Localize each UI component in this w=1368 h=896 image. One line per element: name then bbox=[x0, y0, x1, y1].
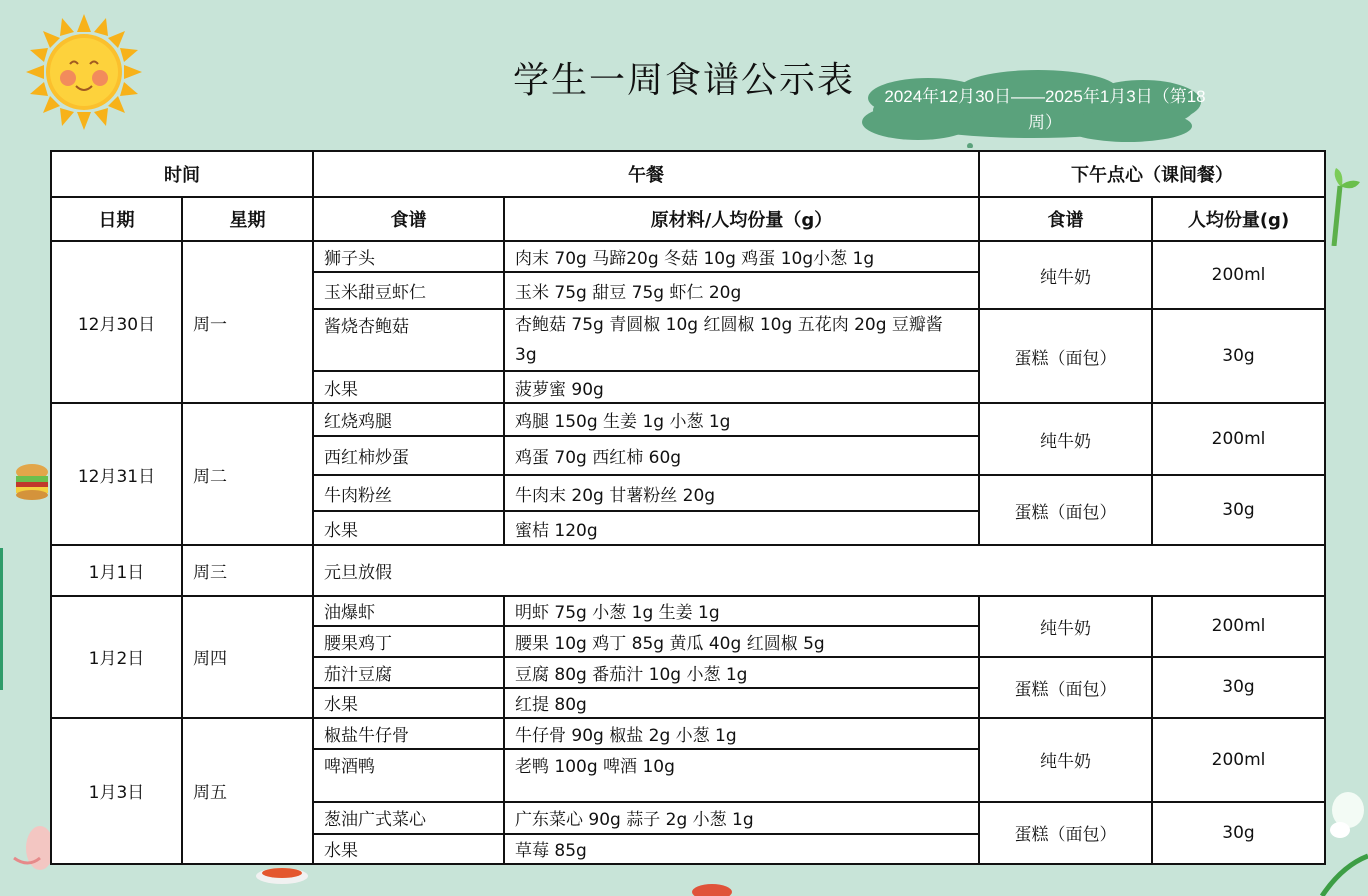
sandwich-icon bbox=[12, 462, 50, 502]
dish-name: 水果 bbox=[313, 834, 504, 864]
weekday-cell: 周一 bbox=[182, 241, 313, 403]
dish-name: 狮子头 bbox=[313, 241, 504, 272]
dish-ingredients: 豆腐 80g 番茄汁 10g 小葱 1g bbox=[504, 657, 979, 688]
header-ingredients: 原材料/人均份量（g） bbox=[504, 197, 979, 241]
dish-name: 红烧鸡腿 bbox=[313, 403, 504, 436]
date-cell: 1月3日 bbox=[51, 718, 182, 864]
weekday-cell: 周二 bbox=[182, 403, 313, 545]
snack-name: 蛋糕（面包） bbox=[979, 475, 1152, 545]
dish-name: 酱烧杏鲍菇 bbox=[313, 309, 504, 371]
date-cell: 1月1日 bbox=[51, 545, 182, 595]
dish-ingredients: 草莓 85g bbox=[504, 834, 979, 864]
dish-name: 椒盐牛仔骨 bbox=[313, 718, 504, 749]
page-title: 学生一周食谱公示表 bbox=[512, 60, 855, 101]
dish-name: 玉米甜豆虾仁 bbox=[313, 272, 504, 309]
weekday-cell: 周五 bbox=[182, 718, 313, 864]
header-lunch: 午餐 bbox=[313, 151, 979, 197]
snack-portion: 30g bbox=[1152, 802, 1325, 864]
holiday-note: 元旦放假 bbox=[313, 545, 1325, 595]
snack-portion: 200ml bbox=[1152, 403, 1325, 475]
snack-name: 蛋糕（面包） bbox=[979, 309, 1152, 403]
dish-ingredients: 鸡腿 150g 生姜 1g 小葱 1g bbox=[504, 403, 979, 436]
dish-name: 牛肉粉丝 bbox=[313, 475, 504, 511]
date-cell: 12月30日 bbox=[51, 241, 182, 403]
snack-name: 蛋糕（面包） bbox=[979, 802, 1152, 864]
dish-name: 西红柿炒蛋 bbox=[313, 436, 504, 475]
sushi-icon bbox=[252, 864, 312, 888]
dish-name: 茄汁豆腐 bbox=[313, 657, 504, 688]
dish-name: 水果 bbox=[313, 371, 504, 403]
snack-name: 纯牛奶 bbox=[979, 403, 1152, 475]
snack-name: 纯牛奶 bbox=[979, 241, 1152, 309]
header-snack-portion: 人均份量(g) bbox=[1152, 197, 1325, 241]
snack-name: 纯牛奶 bbox=[979, 596, 1152, 657]
dish-name: 腰果鸡丁 bbox=[313, 626, 504, 657]
dish-ingredients: 牛仔骨 90g 椒盐 2g 小葱 1g bbox=[504, 718, 979, 749]
snack-portion: 200ml bbox=[1152, 596, 1325, 657]
header-recipe: 食谱 bbox=[313, 197, 504, 241]
fruit-icon bbox=[690, 882, 734, 896]
dish-ingredients: 菠萝蜜 90g bbox=[504, 371, 979, 403]
date-cell: 1月2日 bbox=[51, 596, 182, 718]
header-snack-recipe: 食谱 bbox=[979, 197, 1152, 241]
dish-ingredients: 玉米 75g 甜豆 75g 虾仁 20g bbox=[504, 272, 979, 309]
dish-ingredients: 红提 80g bbox=[504, 688, 979, 718]
snack-name: 蛋糕（面包） bbox=[979, 657, 1152, 718]
dish-ingredients: 明虾 75g 小葱 1g 生姜 1g bbox=[504, 596, 979, 626]
weekday-cell: 周三 bbox=[182, 545, 313, 595]
snack-portion: 30g bbox=[1152, 309, 1325, 403]
celery-icon bbox=[1326, 166, 1364, 246]
date-cell: 12月31日 bbox=[51, 403, 182, 545]
dish-ingredients: 鸡蛋 70g 西红柿 60g bbox=[504, 436, 979, 475]
header-snack: 下午点心（课间餐） bbox=[979, 151, 1325, 197]
dish-ingredients: 牛肉末 20g 甘薯粉丝 20g bbox=[504, 475, 979, 511]
dish-name: 葱油广式菜心 bbox=[313, 802, 504, 834]
snack-portion: 200ml bbox=[1152, 718, 1325, 802]
date-range: 2024年12月30日——2025年1月3日（第18周） bbox=[884, 87, 1206, 132]
snack-name: 纯牛奶 bbox=[979, 718, 1152, 802]
header-weekday: 星期 bbox=[182, 197, 313, 241]
header-date: 日期 bbox=[51, 197, 182, 241]
dish-ingredients: 广东菜心 90g 蒜子 2g 小葱 1g bbox=[504, 802, 979, 834]
dish-ingredients: 肉末 70g 马蹄20g 冬菇 10g 鸡蛋 10g小葱 1g bbox=[504, 241, 979, 272]
snack-portion: 200ml bbox=[1152, 241, 1325, 309]
dish-name: 水果 bbox=[313, 511, 504, 545]
snack-portion: 30g bbox=[1152, 657, 1325, 718]
menu-table bbox=[50, 150, 1326, 865]
dish-name: 啤酒鸭 bbox=[313, 749, 504, 802]
snack-portion: 30g bbox=[1152, 475, 1325, 545]
side-accent-bar bbox=[0, 548, 3, 690]
dish-name: 油爆虾 bbox=[313, 596, 504, 626]
dish-ingredients: 蜜桔 120g bbox=[504, 511, 979, 545]
dish-ingredients: 腰果 10g 鸡丁 85g 黄瓜 40g 红圆椒 5g bbox=[504, 626, 979, 657]
weekday-cell: 周四 bbox=[182, 596, 313, 718]
dish-ingredients: 老鸭 100g 啤酒 10g bbox=[504, 749, 979, 802]
dish-ingredients: 杏鲍菇 75g 青圆椒 10g 红圆椒 10g 五花肉 20g 豆瓣酱 3g bbox=[504, 309, 979, 371]
header-time: 时间 bbox=[51, 151, 313, 197]
dish-name: 水果 bbox=[313, 688, 504, 718]
